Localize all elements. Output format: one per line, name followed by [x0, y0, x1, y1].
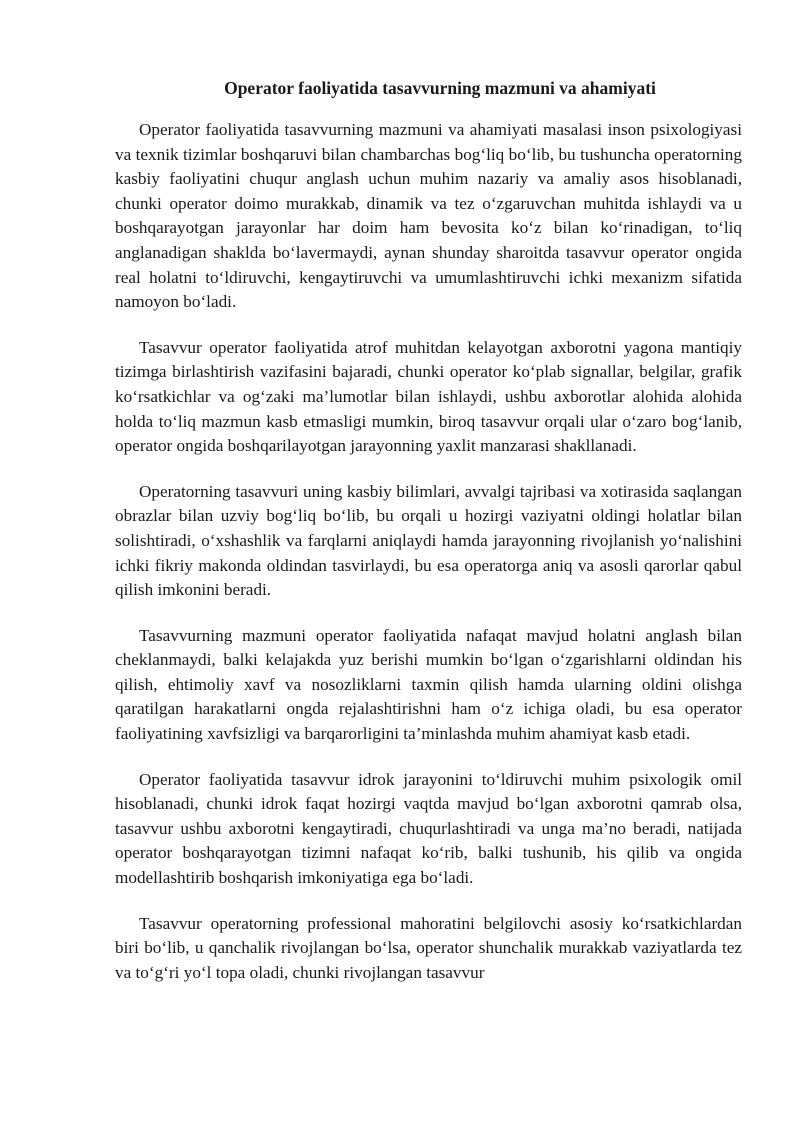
paragraph: Tasavvur operator faoliyatida atrof muhitdan kelayotgan axborotni yagona mantiqiy tizimga birlashtirish vazifasini bajaradi, chunki operator ko‘plab signallar, belgilar, grafik ko‘rsatkichlar va og‘zaki ma’lumotlar bilan ishlaydi, ushbu axborotlar alohida alohida holda to‘liq mazmun kasb etmasligi mumkin, biroq tasavvur orqali ular o‘zaro bog‘lanib, operator ongida boshqarilayotgan jarayonning yaxlit manzarasi shakllanadi. — [115, 337, 742, 456]
paragraph: Operatorning tasavvuri uning kasbiy bilimlari, avvalgi tajribasi va xotirasida saqlangan obrazlar bilan uzviy bog‘liq bo‘lib, bu orqali u hozirgi vaziyatni oldingi holatlar bilan solishtiradi, o‘xshashlik va farqlarni aniqlaydi hamda jarayonning rivojlanish yo‘nalishini ichki fikriy makonda oldindan tasvirlaydi, bu esa operatorga aniq va asosli qarorlar qabul qilish imkonini beradi. — [115, 481, 742, 600]
document-body — [115, 118, 742, 1006]
document-title: Operator faoliyatida tasavvurning mazmuni va ahamiyati — [224, 78, 656, 98]
paragraph: Tasavvurning mazmuni operator faoliyatida nafaqat mavjud holatni anglash bilan cheklanmaydi, balki kelajakda yuz berishi mumkin bo‘lgan o‘zgarishlarni oldindan his qilish, ehtimoliy xavf va nosozliklarni taxmin qilish hamda ularning oldini olishga qaratilgan harakatlarni ongda rejalashtirishni ham o‘z ichiga oladi, bu esa operator faoliyatining xavfsizligi va barqarorligini ta’minlashda muhim ahamiyat kasb etadi. — [115, 625, 742, 744]
paragraph: Tasavvur operatorning professional mahoratini belgilovchi asosiy ko‘rsatkichlardan biri bo‘lib, u qanchalik rivojlangan bo‘lsa, operator shunchalik murakkab vaziyatlarda tez va to‘g‘ri yo‘l topa oladi, chunki rivojlangan tasavvur — [115, 913, 742, 982]
paragraph: Operator faoliyatida tasavvur idrok jarayonini to‘ldiruvchi muhim psixologik omil hisoblanadi, chunki idrok faqat hozirgi vaqtda mavjud bo‘lgan axborotni qamrab olsa, tasavvur ushbu axborotni kengaytiradi, chuqurlashtiradi va unga ma’no beradi, natijada operator boshqarayotgan tizimni nafaqat ko‘rib, balki tushunib, his qilib va ongida modellashtirib boshqarish imkoniyatiga ega bo‘ladi. — [115, 769, 742, 888]
paragraph: Operator faoliyatida tasavvurning mazmuni va ahamiyati masalasi inson psixologiyasi va texnik tizimlar boshqaruvi bilan chambarchas bog‘liq bo‘lib, bu tushuncha operatorning kasbiy faoliyatini chuqur anglash uchun muhim nazariy va amaliy asos hisoblanadi, chunki operator doimo murakkab, dinamik va tez o‘zgaruvchan muhitda ishlaydi va u boshqarayotgan jarayonlar har doim ham bevosita ko‘z bilan ko‘rinadigan, to‘liq anglanadigan shaklda bo‘lavermaydi, aynan shunday sharoitda tasavvur operator ongida real holatni to‘ldiruvchi, kengaytiruvchi va umumlashtiruvchi ichki mexanizm sifatida namoyon bo‘ladi. — [115, 120, 742, 312]
